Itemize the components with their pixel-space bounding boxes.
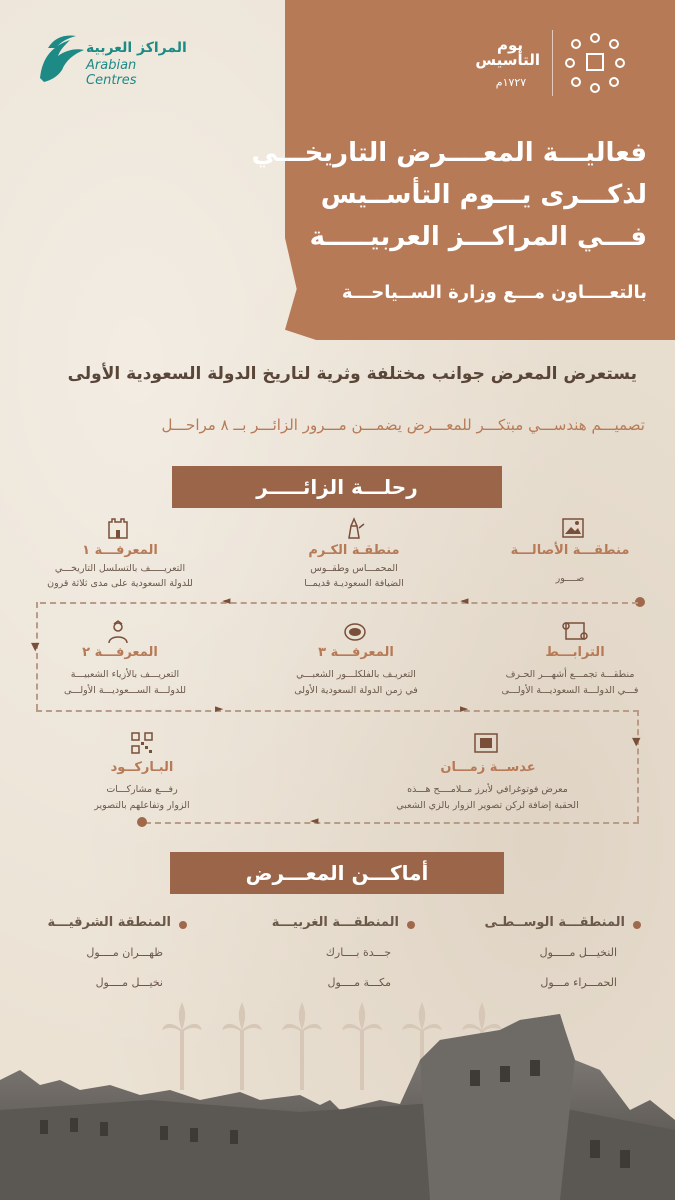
horse-icon [30, 28, 90, 88]
stage-desc-5a: التعريـف بالفلكلـــور الشعبـــي [296, 669, 416, 680]
mall-3-1: ظهـــران مــــول [86, 946, 163, 959]
stage-desc-6a: التعريـــف بالأزياء الشعبيـــة [70, 669, 180, 680]
header-line-3: فـــي المراكـــز العربيـــــة [309, 222, 647, 252]
stage-title-6: المعرفـــة ٢ [82, 645, 158, 660]
founding-day-title: يوم التأسيس [475, 36, 540, 69]
region-bullet [179, 921, 187, 929]
scroll-icon [562, 620, 588, 642]
drum-icon [343, 620, 367, 642]
stage-desc-6b: للدولـــة الســـعوديـــة الأولـــى [64, 685, 186, 696]
stage-desc-1: صــــور [555, 573, 585, 584]
castle-icon [107, 516, 129, 540]
stage-desc-4a: منطقـــة تجمـــع أشهـــر الحـرف [505, 669, 635, 680]
region-bullet [407, 921, 415, 929]
arrow-left-icon: ◄ [222, 594, 231, 607]
header-line-1: فعاليـــة المعــــرض التاريخـــي [251, 138, 647, 168]
header-line-4: بالتعــــاون مـــع وزارة الســياحـــة [341, 282, 647, 303]
qr-code-icon [131, 732, 153, 754]
stage-desc-2a: المحمـــاس وطقــوس [310, 563, 398, 574]
arrow-right-icon: ► [215, 702, 224, 715]
stage-desc-4b: فـــي الدولـــة السعوديـــة الأولـــى [501, 685, 639, 696]
mall-1-1: النخيـــل مـــــول [539, 946, 617, 959]
stage-desc-8a: رفـــع مشاركـــات [106, 784, 178, 795]
coffee-pot-icon [343, 516, 365, 540]
mall-2-1: جـــدة بــــارك [325, 946, 391, 959]
path-line [637, 710, 639, 822]
intro-line-2: تصميـــم هندســـي مبتكـــر للمعـــرض يضمـــن مـــرور الزائـــر بــ ٨ مراحـــل [161, 416, 645, 434]
arrow-left-icon: ◄ [460, 594, 469, 607]
stage-title-1: منطقـــة الأصالـــة [510, 543, 630, 558]
stage-title-5: المعرفـــة ٣ [318, 645, 394, 660]
picture-icon [562, 518, 584, 538]
arabian-centres-ar: المراكز العربية [86, 40, 187, 56]
region-title-2: المنطقـــة الغربيـــة [271, 915, 399, 930]
founding-day-emblem-icon [560, 30, 630, 96]
stage-desc-7a: معرض فوتوغرافي لأبرز مــلامــــح هـــذه [407, 784, 568, 795]
arrow-down-icon: ▼ [632, 735, 641, 748]
mall-1-2: الحمـــراء مـــول [540, 976, 617, 989]
stage-desc-2b: الضيافة السعوديـة قديمــا [304, 578, 404, 589]
path-line [145, 822, 639, 824]
mall-3-2: نخيـــل مــــول [95, 976, 163, 989]
path-line [36, 710, 639, 712]
journey-banner: رحلـــة الزائـــــر [172, 466, 502, 508]
arabian-centres-en: Arabian Centres [86, 58, 137, 88]
stage-desc-3a: التعريـــــف بالتسلسل التاريخـــي [54, 563, 186, 574]
region-title-1: المنطقـــة الوســطـى [484, 915, 625, 930]
frame-icon [473, 732, 499, 754]
path-dot [137, 817, 147, 827]
region-bullet [633, 921, 641, 929]
founding-day-logo [475, 28, 650, 98]
arrow-left-icon: ◄ [310, 814, 319, 827]
arabian-centres-logo [30, 28, 190, 98]
region-title-3: المنطقة الشرقيـــة [47, 915, 171, 930]
arrow-down-icon: ▼ [31, 640, 40, 653]
mall-2-2: مكـــة مــــول [327, 976, 391, 989]
diriyah-ruins-image [0, 1000, 675, 1200]
path-line [36, 602, 38, 710]
intro-line-1: يستعرض المعرض جوانب مختلفة وثرية لتاريخ الدولة السعودية الأولى [67, 364, 637, 384]
arrow-right-icon: ► [460, 702, 469, 715]
stage-title-2: منطقـة الكـرم [308, 543, 400, 558]
stage-title-3: المعرفـــة ١ [82, 543, 158, 558]
locations-banner: أماكـــن المعـــرض [170, 852, 504, 894]
stage-title-8: البـاركــود [110, 760, 174, 775]
stage-desc-3b: للدولة السعودية على مدى ثلاثة قرون [47, 578, 193, 589]
founding-day-year: ١٧٢٧م [495, 76, 527, 89]
header-line-2: لذكـــرى يـــوم التأســيس [320, 180, 647, 210]
path-line [40, 602, 638, 604]
stage-title-4: الترابـــط [545, 645, 605, 660]
stage-desc-7b: الحقبة إضافة لركن تصوير الزوار بالزي الشعبي [396, 800, 579, 811]
person-icon [106, 620, 130, 644]
stage-title-7: عدســة زمـــان [440, 760, 536, 775]
stage-desc-8b: الزوار وتفاعلهم بالتصوير [94, 800, 190, 811]
stage-desc-5b: في زمن الدولة السعودية الأولى [294, 685, 418, 696]
